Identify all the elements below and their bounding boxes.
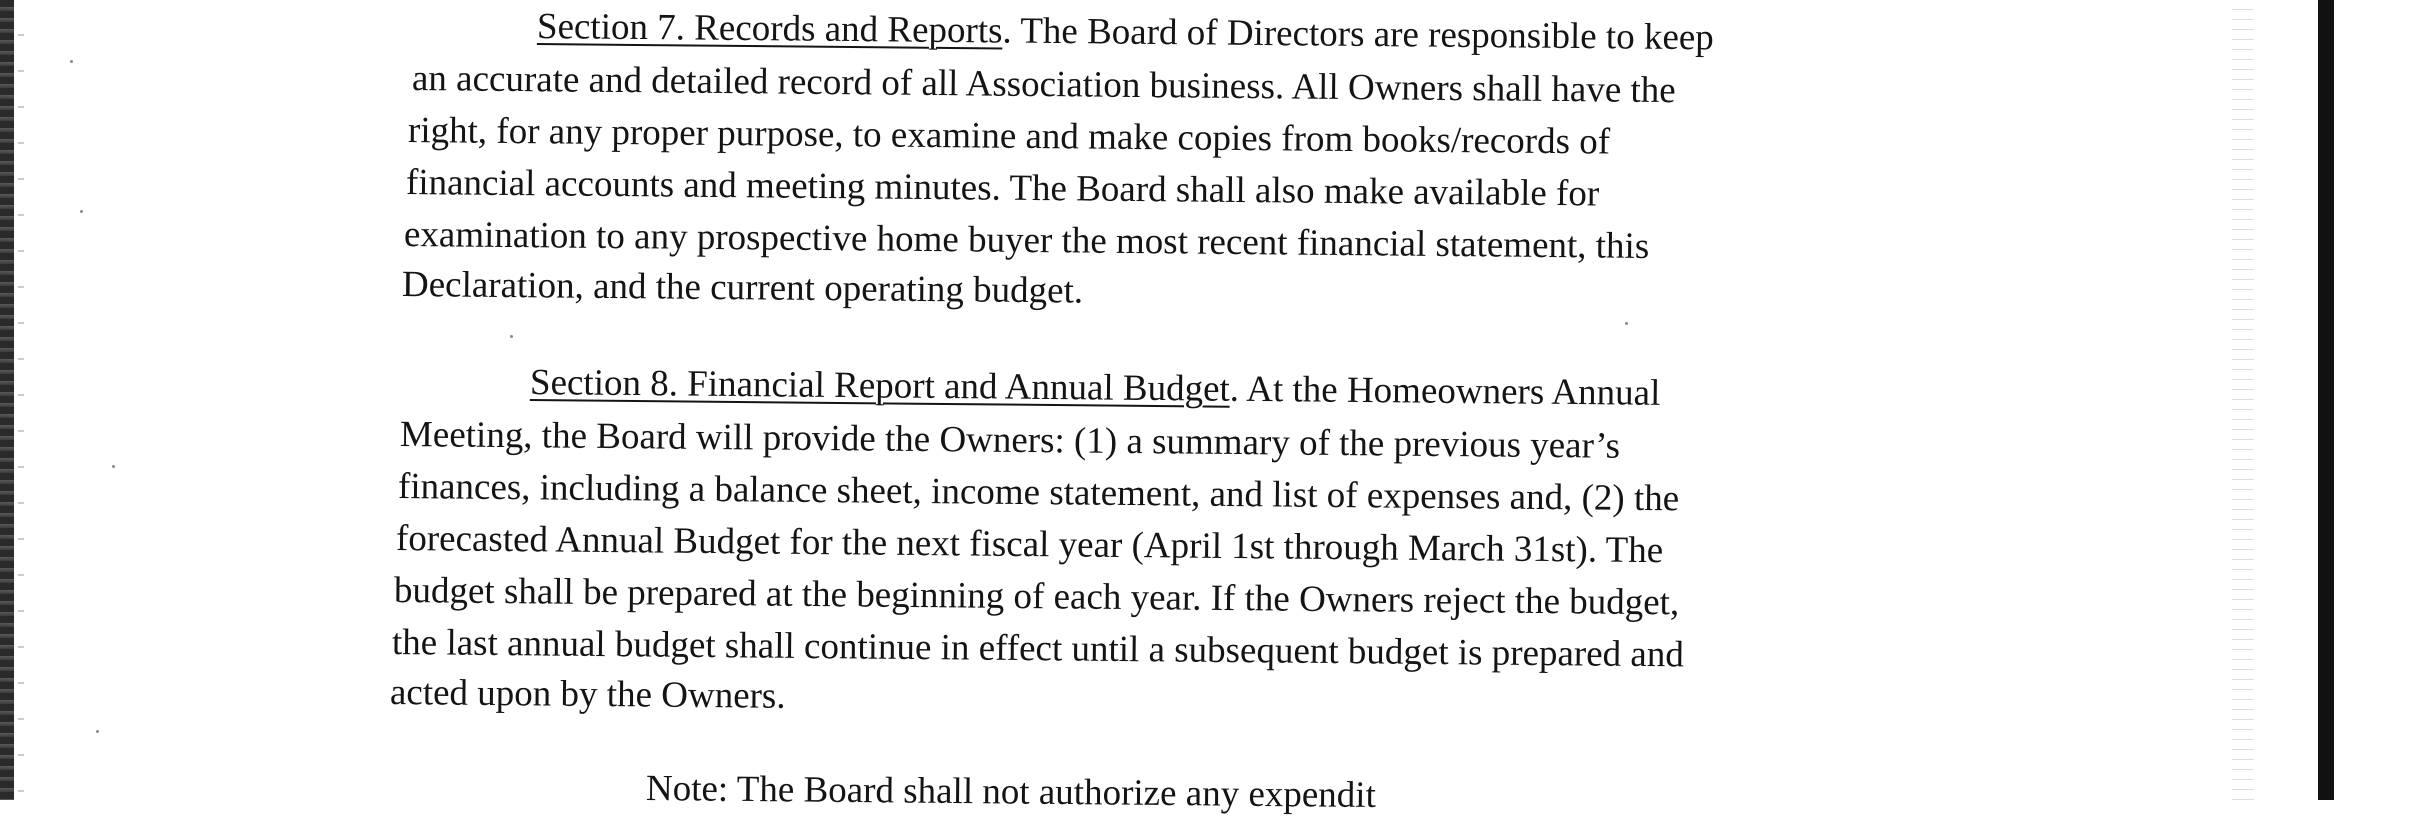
section-7-lead-text: . The Board of Directors are responsible to keep	[1002, 10, 1714, 59]
section-7-line: financial accounts and meeting minutes. The Board shall also make available for	[405, 162, 1600, 215]
scan-speck	[1625, 322, 1628, 325]
scan-right-margin	[2334, 0, 2416, 800]
scan-right-noise	[2232, 0, 2254, 800]
section-7-line: Declaration, and the current operating budget.	[401, 264, 1084, 312]
section-7-first-line	[536, 6, 1714, 59]
scan-speck	[80, 210, 83, 213]
section-8-line: acted upon by the Owners.	[389, 672, 786, 717]
scan-speck	[510, 335, 513, 338]
section-8-line: forecasted Annual Budget for the next fiscal year (April 1st through March 31st). The	[395, 518, 1664, 572]
section-7-heading: Section 7. Records and Reports	[536, 6, 1003, 52]
section-8-line: the last annual budget shall continue in effect until a subsequent budget is prepared and	[391, 622, 1685, 676]
scan-left-border	[0, 0, 14, 800]
section-7-line: an accurate and detailed record of all Association business. All Owners shall have the	[411, 58, 1676, 112]
section-8-line: Meeting, the Board will provide the Owners: (1) a summary of the previous year’s	[399, 414, 1621, 467]
section-7-line: right, for any proper purpose, to examine and make copies from books/records of	[407, 110, 1611, 163]
section-8-line: finances, including a balance sheet, income statement, and list of expenses and, (2) the	[397, 466, 1680, 520]
scan-speck	[96, 730, 99, 733]
section-8-line: budget shall be prepared at the beginning of each year. If the Owners reject the budget,	[393, 570, 1680, 624]
scan-speck	[112, 465, 115, 468]
section-8-lead-text: . At the Homeowners Annual	[1229, 368, 1661, 414]
section-8-heading: Section 8. Financial Report and Annual Budget	[529, 362, 1230, 410]
section-8-first-line	[530, 364, 1661, 412]
section-7-line: examination to any prospective home buyer the most recent financial statement, this	[403, 214, 1650, 267]
scan-left-noise	[18, 0, 24, 800]
note-line: Note: The Board shall not authorize any expendit	[645, 768, 1377, 816]
scan-speck	[70, 60, 73, 63]
scan-right-border	[2318, 0, 2334, 800]
